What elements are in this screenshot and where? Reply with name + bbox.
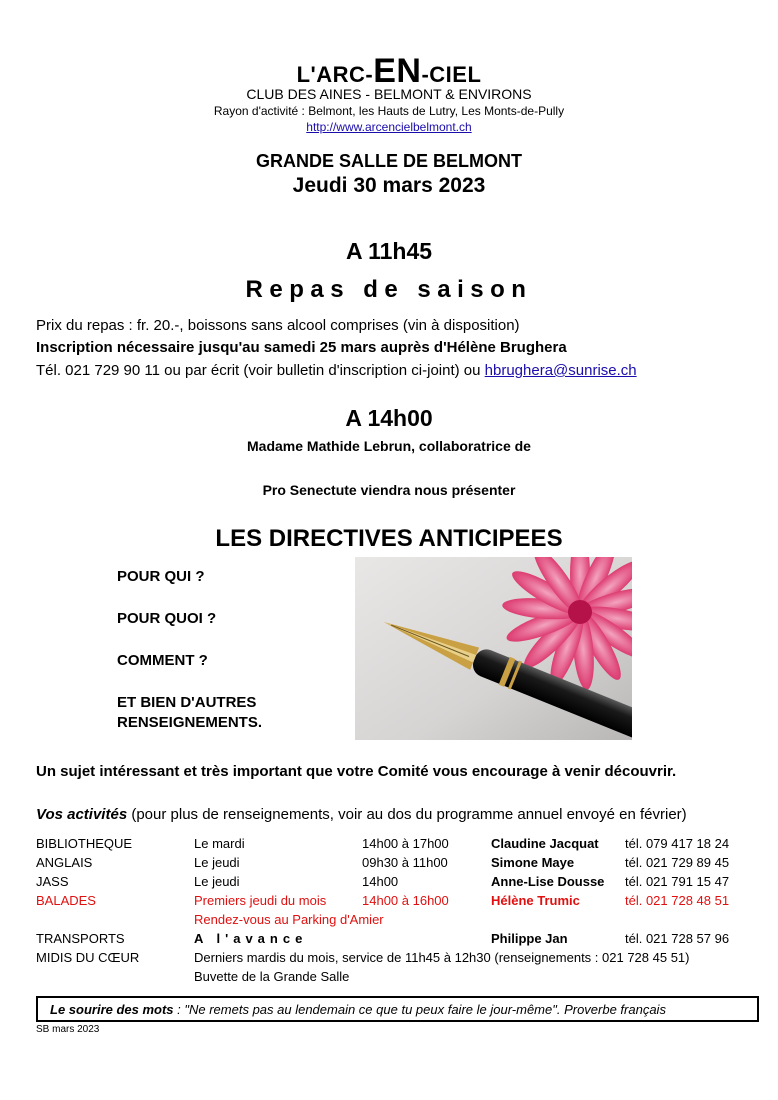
activity-time: 09h30 à 11h00	[362, 855, 448, 870]
email-link[interactable]: hbrughera@sunrise.ch	[484, 362, 637, 379]
activity-contact: Philippe Jan	[491, 931, 568, 946]
club-area: Rayon d'activité : Belmont, les Hauts de Lutry, Les Monts-de-Pully	[213, 104, 565, 118]
activity-name: BIBLIOTHEQUE	[36, 836, 133, 851]
activity-row	[36, 931, 756, 950]
activity-day: Le jeudi	[194, 874, 240, 889]
activity-name: MIDIS DU CŒUR	[36, 950, 140, 965]
lunch-time: A 11h45	[345, 238, 433, 264]
activity-time: 14h00	[362, 874, 399, 889]
activity-phone: tél. 021 729 89 45	[625, 855, 730, 870]
activity-day: Premiers jeudi du mois	[194, 893, 327, 908]
activity-day: Le jeudi	[194, 855, 240, 870]
activity-row	[36, 950, 756, 969]
lunch-title: Repas de saison	[245, 276, 533, 303]
lunch-contact	[36, 361, 637, 381]
activities-heading	[36, 806, 687, 823]
activity-meeting-point: Rendez-vous au Parking d'Amier	[194, 912, 384, 927]
pen-flower-photo	[355, 557, 632, 740]
club-website-link[interactable]: http://www.arcencielbelmont.ch	[306, 120, 472, 134]
quote-box	[36, 996, 759, 1022]
club-en: EN	[373, 52, 422, 90]
contact-text: Tél. 021 729 90 11 ou par écrit (voir bulletin d'inscription ci-joint) ou	[36, 362, 485, 379]
club-ciel: -CIEL	[421, 62, 482, 87]
activity-detail: Derniers mardis du mois, service de 11h45 à 12h30 (renseignements : 021 728 45 51)	[194, 950, 690, 965]
activity-phone: tél. 021 728 48 51	[625, 893, 730, 908]
question-why: POUR QUOI ?	[117, 610, 217, 627]
activity-time: 14h00 à 16h00	[362, 893, 449, 908]
question-how: COMMENT ?	[117, 652, 208, 669]
footer-note: SB mars 2023	[36, 1024, 100, 1035]
activity-row	[36, 855, 756, 874]
activity-phone: tél. 021 728 57 96	[625, 931, 730, 946]
activity-name: ANGLAIS	[36, 855, 93, 870]
question-who: POUR QUI ?	[117, 568, 205, 585]
talk-speaker-line1: Madame Mathide Lebrun, collaboratrice de	[247, 438, 531, 454]
quote-label: Le sourire des mots	[50, 1002, 174, 1017]
activity-name: TRANSPORTS	[36, 931, 125, 946]
activities-label: Vos activités	[36, 806, 128, 823]
activity-day: Le mardi	[194, 836, 245, 851]
lunch-price: Prix du repas : fr. 20.-, boissons sans alcool comprises (vin à disposition)	[36, 317, 520, 334]
activity-row	[36, 836, 756, 855]
lunch-inscription: Inscription nécessaire jusqu'au samedi 25 mars auprès d'Hélène Brughera	[36, 339, 567, 356]
activity-location: Buvette de la Grande Salle	[194, 969, 350, 984]
activity-row	[36, 874, 756, 893]
activity-contact: Claudine Jacquat	[491, 836, 599, 851]
talk-topic: LES DIRECTIVES ANTICIPEES	[215, 525, 563, 552]
activity-row	[36, 893, 756, 912]
talk-time: A 14h00	[345, 405, 433, 431]
activity-phone: tél. 079 417 18 24	[625, 836, 730, 851]
event-date: Jeudi 30 mars 2023	[292, 174, 486, 197]
question-more: ET BIEN D'AUTRES RENSEIGNEMENTS.	[117, 694, 263, 731]
activity-phone: tél. 021 791 15 47	[625, 874, 730, 889]
activities-note: (pour plus de renseignements, voir au dos du programme annuel envoyé en février)	[127, 806, 687, 823]
activity-contact: Simone Maye	[491, 855, 575, 870]
talk-speaker-line2: Pro Senectute viendra nous présenter	[262, 482, 516, 498]
activity-row-extra	[36, 969, 756, 988]
club-prefix: L'	[296, 62, 317, 87]
activity-contact: Anne-Lise Dousse	[491, 874, 605, 889]
activity-time: 14h00 à 17h00	[362, 836, 449, 851]
event-venue: GRANDE SALLE DE BELMONT	[255, 151, 522, 171]
activity-row-extra	[36, 912, 756, 931]
activity-contact: Hélène Trumic	[491, 893, 580, 908]
encouragement-text: Un sujet intéressant et très important que votre Comité vous encourage à venir découvrir.	[36, 763, 677, 780]
activity-name: JASS	[36, 874, 69, 889]
activity-day: A l'avance	[194, 931, 308, 946]
club-subtitle: CLUB DES AINES - BELMONT & ENVIRONS	[246, 86, 532, 102]
club-arc: ARC-	[316, 62, 374, 87]
activity-name: BALADES	[36, 893, 96, 908]
quote-text: : "Ne remets pas au lendemain ce que tu peux faire le jour-même". Proverbe français	[173, 1002, 666, 1017]
